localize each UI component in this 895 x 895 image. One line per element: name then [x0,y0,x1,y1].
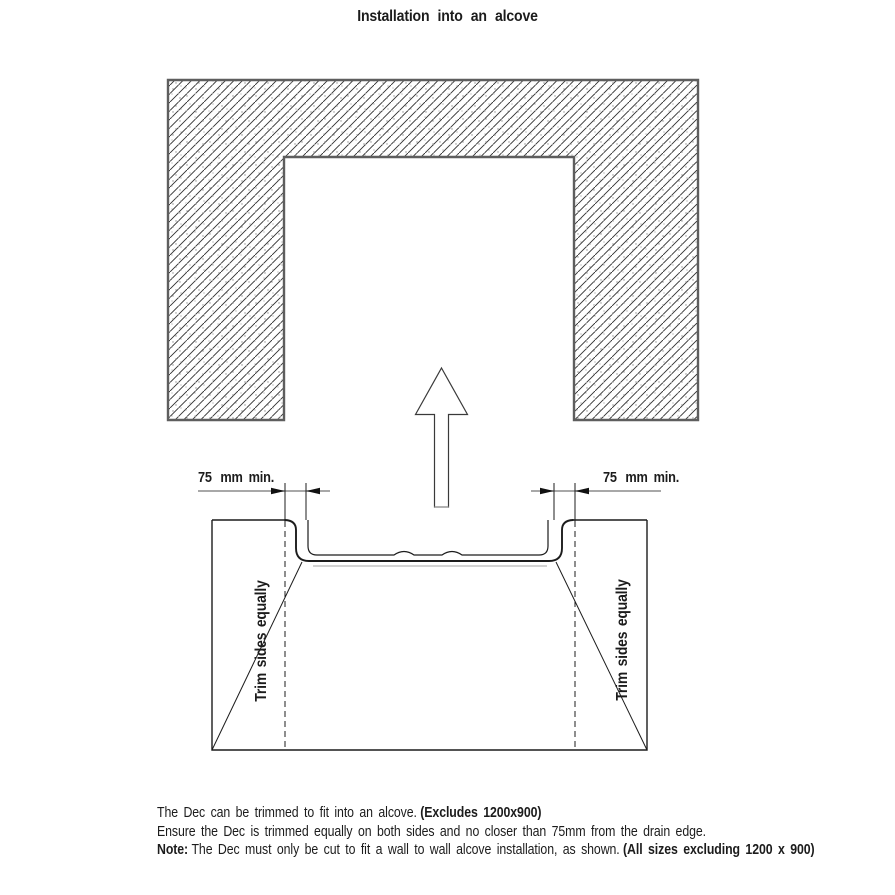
dimension-value-left: 75 [198,469,212,486]
dimension-value-right: 75 [603,469,617,486]
dimension-label-right [603,469,679,486]
note-line-1-bold: (Excludes 1200x900) [420,805,542,821]
trim-sides-label-right: Trim sides equally [614,579,631,701]
alcove-wall-outline [168,80,698,420]
notes-block [157,804,837,860]
dim-arrowhead-left-inner [306,488,320,495]
note-line-1-text: The Dec can be trimmed to fit into an alcove. [157,805,417,821]
dimension-unit-left: mm min. [220,469,275,486]
dim-arrowhead-left-outer [271,488,285,495]
note-line-1 [157,804,837,823]
trim-diagonal-right [556,562,647,750]
page-title: Installation into an alcove [357,8,538,25]
note-line-3 [157,841,837,860]
dim-arrowhead-right-outer [575,488,589,495]
dimension-unit-right: mm min. [625,469,680,486]
trim-sides-label-left: Trim sides equally [253,580,270,702]
dim-arrowhead-right-inner [540,488,554,495]
note-line-3-text: The Dec must only be cut to fit a wall to wall alcove installation, as shown. [191,842,620,859]
note-line-2: Ensure the Dec is trimmed equally on both sides and no closer than 75mm from the drain edge. [157,823,706,840]
note-line-3-prefix: Note: [157,842,189,859]
note-line-3-suffix: (All sizes excluding 1200 x 900) [623,842,815,859]
dimension-label-left [198,469,274,486]
up-arrow-icon [416,368,468,507]
